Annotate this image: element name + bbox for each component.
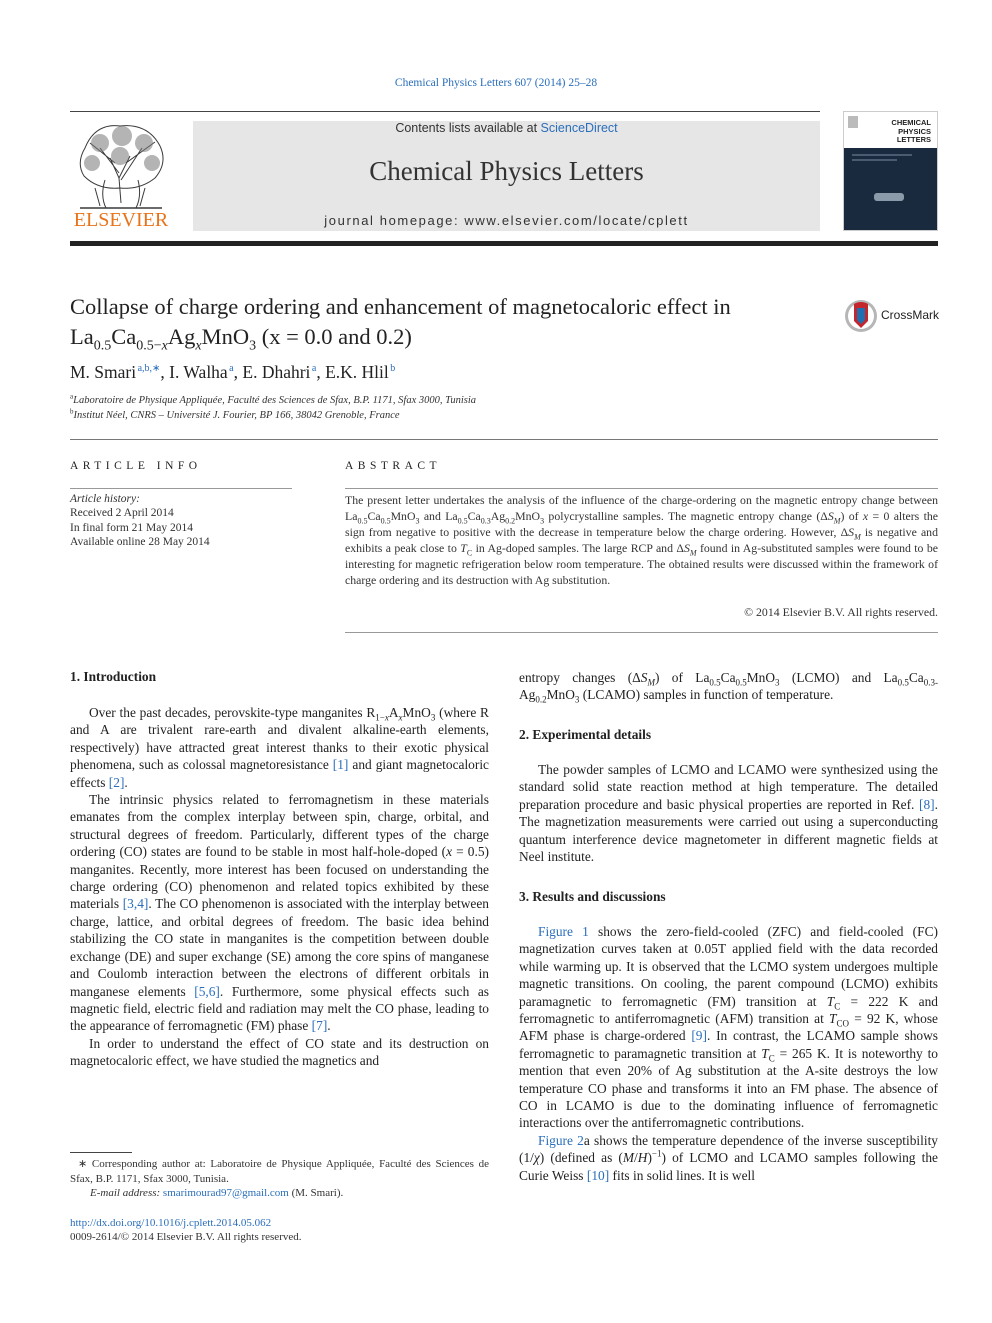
article-history: Article history: Received 2 April 2014 In final form 21 May 2014 Available online 28 May 2014 bbox=[70, 493, 210, 549]
journal-cover: CHEMICAL PHYSICS LETTERS bbox=[843, 111, 938, 231]
results-body: Figure 1 shows the zero-field-cooled (ZFC) and field-cooled (FC) magnetization curves taken at 0.05T applied field with the data recorded while warming up. It is observed that the LCMO system undergoes multiple magnetic transitions. On cooling, the parent compound (LCMO) exhibits paramagnetic to ferromagnetic (FM) transition at $T_C = 222$ K and ferromagnetic to antiferromagnetic (AFM) transition at $T_{CO} = 92$ K, whose AFM phase is charge-ordered [9]. In contrast, the LCAMO sample shows ferromagnetic to paramagnetic transition at $T_C = 265$ K. It is noteworthy to mention that even 20% of Ag substitution at the A-site destroys the low temperature CO phase and transforms it into an FM phase. The absence of CO in LCAMO is due to the dominating influence of ferromagnetic interactions over the antiferromagnetic contributions. Figure 2a shows the temperature dependence of the inverse susceptibility (1/χ) (defined as $(M/H)^{-1}$) of LCMO and LCAMO samples following the Curie Weiss [10] fits in solid lines. It is well bbox=[519, 924, 938, 1183]
header-top-rule bbox=[70, 111, 820, 112]
abstract-heading: ABSTRACT bbox=[345, 460, 442, 472]
cover-logo-icon bbox=[848, 116, 858, 128]
journal-title: Chemical Physics Letters bbox=[369, 156, 644, 186]
journal-homepage[interactable]: journal homepage: www.elsevier.com/locate/cplett bbox=[324, 213, 689, 228]
reference-link[interactable]: [1] bbox=[332, 757, 349, 773]
affiliation: $^a$Laboratoire de Physique Appliquée, Faculté des Sciences de Sfax, B.P. 1171, Sfax 3000, Tunisia bbox=[70, 392, 477, 406]
author-name[interactable]: E. Dhahri bbox=[242, 362, 311, 382]
contents-line: Contents lists available at ScienceDirect bbox=[395, 121, 618, 135]
experimental-body: The powder samples of LCMO and LCAMO were synthesized using the standard solid state reaction method at high temperature. The detailed preparation procedure and basic physical properties are reported in Ref. [8]. The magnetization measurements were carried out using a superconducting quantum interference device magnetometer in different magnetic fields at Neel institute. bbox=[519, 762, 938, 865]
section-heading: 1. Introduction bbox=[70, 669, 157, 684]
crossmark-badge[interactable]: CrossMark bbox=[843, 297, 943, 335]
figure-link[interactable]: Figure 1 bbox=[538, 924, 589, 939]
figure-link[interactable]: Figure 2 bbox=[538, 1132, 584, 1148]
abstract-copyright: © 2014 Elsevier B.V. All rights reserved. bbox=[744, 605, 938, 619]
author-name[interactable]: E.K. Hlil bbox=[325, 362, 389, 382]
issn-copyright: 0009-2614/© 2014 Elsevier B.V. All rights reserved. bbox=[70, 1231, 302, 1243]
divider bbox=[70, 439, 938, 440]
reference-link[interactable]: [10] bbox=[586, 1167, 610, 1183]
article-info-heading: ARTICLE INFO bbox=[70, 460, 202, 472]
doi-link[interactable]: http://dx.doi.org/10.1016/j.cplett.2014.05.062 bbox=[70, 1217, 272, 1229]
reference-link[interactable]: [5,6] bbox=[194, 983, 220, 999]
author-list: M. Smari $^{a,b,∗}$, I. Walha $^a$, E. Dhahri $^a$, E.K. Hlil $^b$ bbox=[70, 362, 396, 382]
intro-continued: entropy changes $(\Delta S_M)$ of $La_{0.5}Ca_{0.5}MnO_3$ (LCMO) and $La_{0.5}Ca_{0.3-}$ $Ag_{0.2}MnO_3$ (LCAMO) samples in function of temperature. bbox=[519, 670, 938, 706]
author-email-link[interactable]: smarimourad97@gmail.com bbox=[162, 1187, 289, 1200]
affiliation: $^b$Institut Néel, CNRS – Université J. Fourier, BP 166, 38042 Grenoble, France bbox=[70, 407, 400, 421]
section-heading: 2. Experimental details bbox=[519, 727, 652, 742]
divider bbox=[345, 632, 938, 633]
reference-link[interactable]: [8] bbox=[919, 796, 935, 812]
author-name[interactable]: M. Smari bbox=[70, 362, 137, 382]
crossmark-icon bbox=[843, 298, 879, 334]
reference-link[interactable]: [3,4] bbox=[122, 896, 149, 912]
reference-link[interactable]: [2] bbox=[108, 774, 125, 790]
corresponding-author-footnote: ∗ Corresponding author at: Laboratoire de Physique Appliquée, Faculté des Sciences de Sfax, B.P. 1171, Sfax 3000, Tunisia. E-mail address: smarimourad97@gmail.com (M. Smari). bbox=[70, 1158, 489, 1200]
header-bottom-rule bbox=[70, 241, 938, 246]
footnote-rule bbox=[70, 1152, 132, 1153]
journal-citation[interactable]: Chemical Physics Letters 607 (2014) 25–28 bbox=[394, 77, 598, 89]
reference-link[interactable]: [7] bbox=[311, 1018, 328, 1034]
divider bbox=[345, 488, 938, 489]
cover-image bbox=[844, 148, 937, 230]
article-title: Collapse of charge ordering and enhancement of magnetocaloric effect in $La_{0.5}Ca_{0.5-x}Ag_xMnO_3$ (x = 0.0 and 0.2) bbox=[70, 294, 731, 354]
intro-body: Over the past decades, perovskite-type manganites $R_{1-x}A_xMnO_3$ (where R and A are trivalent rare-earth and divalent alkaline-earth elements, respectively) have attracted great interest thanks to their exotic physical phenomena, such as colossal magnetoresistance [1] and giant magnetocaloric effects [2]. The intrinsic physics related to ferromagnetism in these materials emanates from the complex interplay between spin, charge, orbital, and structural degrees of freedom. Particularly, different types of the charge ordering (CO) states are found to be stable in most half-hole-doped (x = 0.5) manganites. Recently, more interest has been focused on understanding the charge ordering (CO) phenomenon and related topics exhibited by these materials [3,4]. The CO phenomenon is associated with the interplay between charge, lattice, and orbital degrees of freedom. The basic idea behind stabilizing the CO state in manganites is the competition between double exchange (DE) and super exchange (SE) among the core spins of manganese and Coulomb interaction between the electrons of different orbitals in manganese elements [5,6]. Furthermore, some physical effects such as magnetic field, electric field and radiation may melt the CO phase, leading to the appearance of ferromagnetic (FM) phase [7]. In order to understand the effect of CO state and its destruction on magnetocaloric effect, we have studied the magnetics and bbox=[70, 705, 490, 1069]
sciencedirect-link[interactable]: ScienceDirect bbox=[540, 121, 618, 135]
divider bbox=[70, 488, 292, 489]
section-heading: 3. Results and discussions bbox=[519, 889, 666, 904]
reference-link[interactable]: [9] bbox=[691, 1028, 707, 1044]
svg-text:ELSEVIER: ELSEVIER bbox=[73, 209, 169, 230]
abstract-text: The present letter undertakes the analysis of the influence of the charge-ordering on the magnetic entropy change between $La_{0.5}Ca_{0.5}MnO_3$ and $La_{0.5}Ca_{0.3}Ag_{0.2}MnO_3$ polycrystalline samples. The magnetic entropy change $(\Delta S_M)$ of x = 0 alters the sign from negative to positive with the decrease in temperature below the charge ordering. However, $\Delta S_M$ is negative and exhibits a peak close to $T_C$ in Ag-doped samples. The large RCP and $\Delta S_M$ found in Ag-substituted samples were found to be interesting for magnetic refrigeration below room temperature. The obtained results were discussed within the framework of charge ordering and its destruction with Ag substitution. bbox=[345, 493, 938, 587]
elsevier-logo bbox=[70, 118, 172, 230]
author-name[interactable]: I. Walha bbox=[169, 362, 228, 382]
